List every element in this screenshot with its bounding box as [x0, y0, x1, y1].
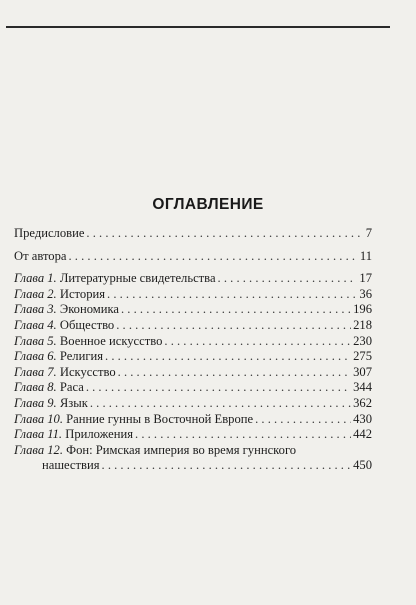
toc-entry-chapter-3[interactable] [14, 302, 372, 318]
toc-page-number: 36 [359, 286, 372, 301]
toc-entry-chapter-9[interactable] [14, 396, 372, 412]
leader-dots [107, 287, 357, 303]
toc-page-number: 450 [353, 458, 372, 473]
toc-page-number: 442 [353, 427, 372, 442]
chapter-prefix: Глава 9. [14, 395, 57, 410]
toc-entry-chapter-6[interactable] [14, 349, 372, 365]
chapter-title: Приложения [65, 427, 134, 442]
chapter-title-continued: нашествия [42, 458, 100, 473]
toc-entry-label-line1 [14, 443, 372, 459]
leader-dots [118, 365, 351, 381]
chapter-title: Искусство [59, 364, 116, 379]
toc-entry-chapter-5[interactable] [14, 334, 372, 350]
toc-entry-chapter-10[interactable] [14, 412, 372, 428]
leader-dots [86, 380, 351, 396]
toc-entry-chapter-2[interactable] [14, 287, 372, 303]
toc-entry-label [14, 396, 88, 412]
chapter-title: Военное искусство [59, 333, 163, 348]
toc-entry-preface[interactable] [14, 226, 372, 242]
toc-entry-chapter-4[interactable] [14, 318, 372, 334]
toc-page-number: 307 [353, 364, 372, 379]
toc-page-number: 17 [359, 271, 372, 286]
toc-entry-label [14, 427, 133, 443]
toc-entry-label [14, 365, 116, 381]
toc-entry-label [14, 302, 119, 318]
spacer [14, 264, 372, 271]
chapter-prefix: Глава 2. [14, 286, 57, 301]
toc-entry-chapter-11[interactable] [14, 427, 372, 443]
toc-entry-from-author[interactable] [14, 249, 372, 265]
chapter-prefix: Глава 7. [14, 364, 57, 379]
toc-page-number: 362 [353, 395, 372, 410]
toc-entry-label [14, 334, 162, 350]
chapter-title: Язык [59, 395, 88, 410]
toc-page-number: 11 [359, 248, 372, 263]
spacer [14, 242, 372, 249]
toc-entry-label-line2 [14, 458, 372, 474]
toc-page-number: 344 [353, 380, 372, 395]
leader-dots [90, 396, 351, 412]
toc-entry-label: От автора [14, 248, 67, 263]
leader-dots [69, 249, 358, 265]
leader-dots [105, 349, 351, 365]
toc-entry-label [14, 287, 105, 303]
toc-page-number: 196 [353, 302, 372, 317]
header-rule [6, 26, 390, 28]
leader-dots [255, 412, 351, 428]
toc-entry-chapter-8[interactable] [14, 380, 372, 396]
toc-entry-label: Предисловие [14, 226, 85, 240]
chapter-title: Фон: Римская империя во время гуннского [66, 442, 297, 457]
page-title: ОГЛАВЛЕНИЕ [152, 196, 264, 213]
leader-dots [164, 334, 351, 350]
chapter-prefix: Глава 10. [14, 411, 64, 426]
toc-entry-label [14, 380, 84, 396]
table-of-contents [14, 226, 372, 474]
leader-dots [102, 458, 352, 474]
leader-dots [86, 226, 363, 242]
toc-entry-label [14, 318, 114, 334]
chapter-title: Литературные свидетельства [59, 271, 216, 286]
leader-dots [218, 271, 358, 287]
leader-dots [135, 427, 351, 443]
chapter-title: Общество [59, 317, 115, 332]
chapter-prefix: Глава 5. [14, 333, 57, 348]
toc-page-number: 218 [353, 317, 372, 332]
toc-entry-chapter-7[interactable] [14, 365, 372, 381]
chapter-prefix: Глава 4. [14, 317, 57, 332]
chapter-prefix: Глава 3. [14, 302, 57, 317]
chapter-prefix: Глава 12. [14, 442, 64, 457]
chapter-list [14, 271, 372, 443]
toc-page-number: 275 [353, 349, 372, 364]
toc-entry-chapter-1[interactable] [14, 271, 372, 287]
chapter-title: Религия [59, 349, 104, 364]
chapter-prefix: Глава 1. [14, 271, 57, 286]
chapter-prefix: Глава 11. [14, 427, 63, 442]
toc-page-number: 7 [365, 226, 372, 240]
chapter-title: Раса [59, 380, 84, 395]
chapter-prefix: Глава 8. [14, 380, 57, 395]
toc-page-number: 430 [353, 411, 372, 426]
chapter-title: Экономика [59, 302, 119, 317]
toc-entry-label [14, 412, 253, 428]
toc-entry-label [14, 271, 216, 287]
toc-page-number: 230 [353, 333, 372, 348]
toc-entry-label [14, 349, 103, 365]
chapter-prefix: Глава 6. [14, 349, 57, 364]
leader-dots [116, 318, 351, 334]
chapter-title: Ранние гунны в Восточной Европе [66, 411, 254, 426]
leader-dots [121, 302, 351, 318]
chapter-title: История [59, 286, 106, 301]
toc-entry-chapter-12[interactable] [14, 443, 372, 474]
